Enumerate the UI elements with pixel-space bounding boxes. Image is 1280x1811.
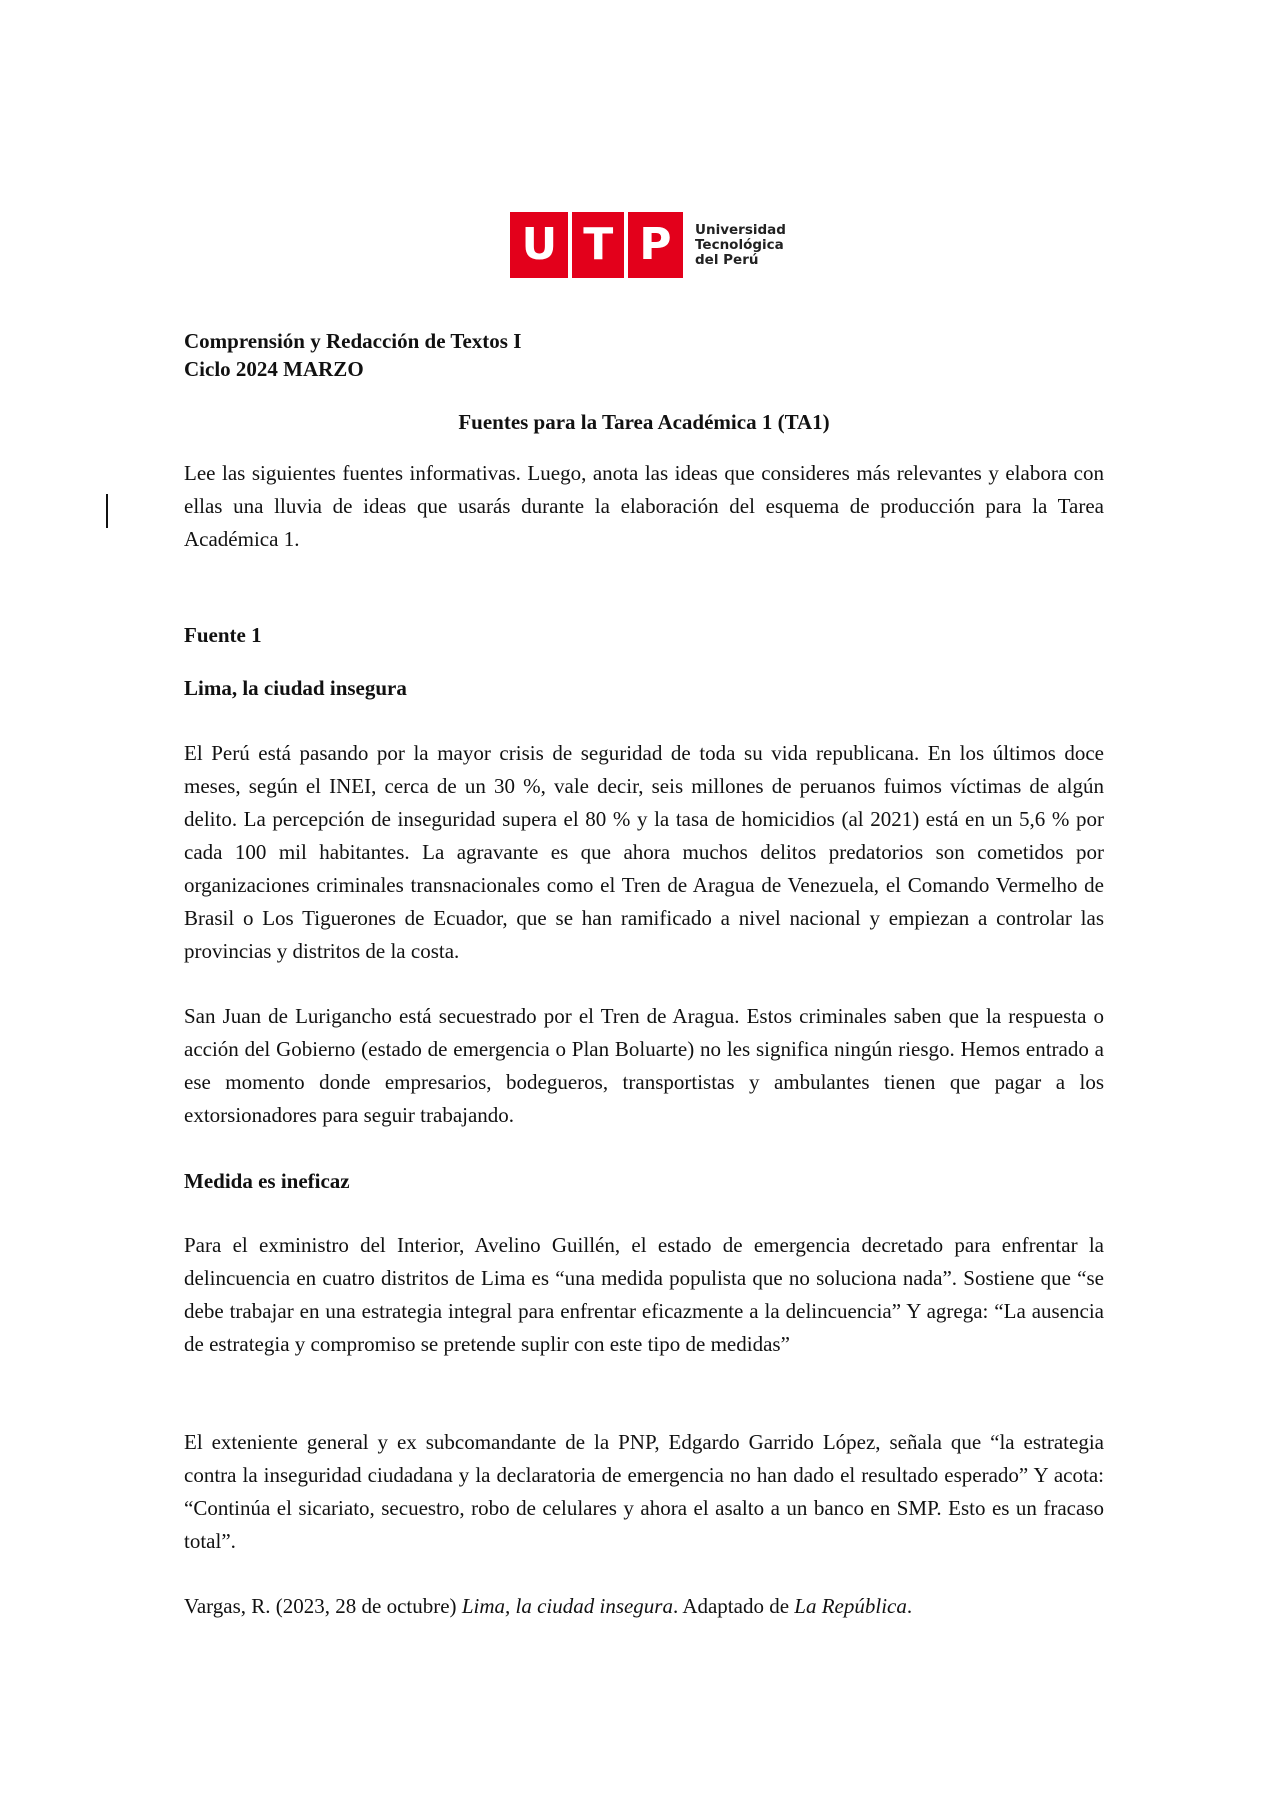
logo-letter-u: U [521,219,558,270]
logo-divider [624,212,628,278]
text-cursor [106,494,108,528]
logo-text-line: Tecnológica [695,236,784,253]
utp-logo-wordmark [695,223,786,268]
article-paragraph-1: El Perú está pasando por la mayor crisis de seguridad de toda su vida republicana. En los últimos doce meses, según el INEI, cerca de un 30 %, vale decir, seis millones de peruanos fuimos víctimas de algún delito. La percepción de inseguridad supera el 80 % y la tasa de homicidios (al 2021) está en un 5,6 % por cada 100 mil habitantes. La agravante es que ahora muchos delitos predatorios son cometidos por organizaciones criminales transnacionales como el Tren de Aragua de Venezuela, el Comando Vermelho de Brasil o Los Tiguerones de Ecuador, que se han ramificado a nivel nacional y empiezan a controlar las provincias y distritos de la costa. [184,741,1104,963]
course-header [184,327,1104,383]
intro-paragraph: Lee las siguientes fuentes informativas. Luego, anota las ideas que consideres más relevantes y elabora con ellas una lluvia de ideas que usarás durante la elaboración del esquema de producción para la Tarea Académica 1. [184,461,1104,551]
article-subheading: Medida es ineficaz [184,1169,350,1193]
article-paragraph-4: El exteniente general y ex subcomandante de la PNP, Edgardo Garrido López, señala que “la estrategia contra la inseguridad ciudadana y la declaratoria de emergencia no han dado el resultado esperado” Y acota: “Continúa el sicariato, secuestro, robo de celulares y ahora el asalto a un banco en SMP. Esto es un fracaso total”. [184,1430,1104,1553]
article-title: Lima, la ciudad insegura [184,676,407,700]
source-label: Fuente 1 [184,623,262,647]
logo-text-line: del Perú [695,251,759,268]
citation-middle: . Adaptado de [672,1594,795,1618]
source-citation [184,1590,1104,1623]
logo-text-line: Universidad [695,221,786,238]
utp-logo-mark [510,212,683,278]
citation-end: . [906,1594,913,1618]
logo-divider [568,212,572,278]
utp-logo [510,212,786,278]
course-cycle: Ciclo 2024 MARZO [184,357,364,381]
citation-publication: La República [794,1594,907,1618]
article-paragraph-2: San Juan de Lurigancho está secuestrado por el Tren de Aragua. Estos criminales saben que la respuesta o acción del Gobierno (estado de emergencia o Plan Boluarte) no les significa ningún riesgo. Hemos entrado a ese momento donde empresarios, bodegueros, transportistas y ambulantes tienen que pagar a los extorsionadores para seguir trabajando. [184,1004,1104,1127]
document-title: Fuentes para la Tarea Académica 1 (TA1) [458,410,830,434]
course-name: Comprensión y Redacción de Textos I [184,329,522,353]
logo-letter-t: T [583,219,614,270]
article-paragraph-3: Para el exministro del Interior, Avelino Guillén, el estado de emergencia decretado para enfrentar la delincuencia en cuatro distritos de Lima es “una medida populista que no soluciona nada”. Sostiene que “se debe trabajar en una estrategia integral para enfrentar eficazmente a la delincuencia” Y agrega: “La ausencia de estrategia y compromiso se pretende suplir con este tipo de medidas” [184,1233,1104,1356]
logo-letter-p: P [639,219,672,270]
citation-title: Lima, la ciudad insegura [461,1594,673,1618]
citation-author-date: Vargas, R. (2023, 28 de octubre) [184,1594,462,1618]
